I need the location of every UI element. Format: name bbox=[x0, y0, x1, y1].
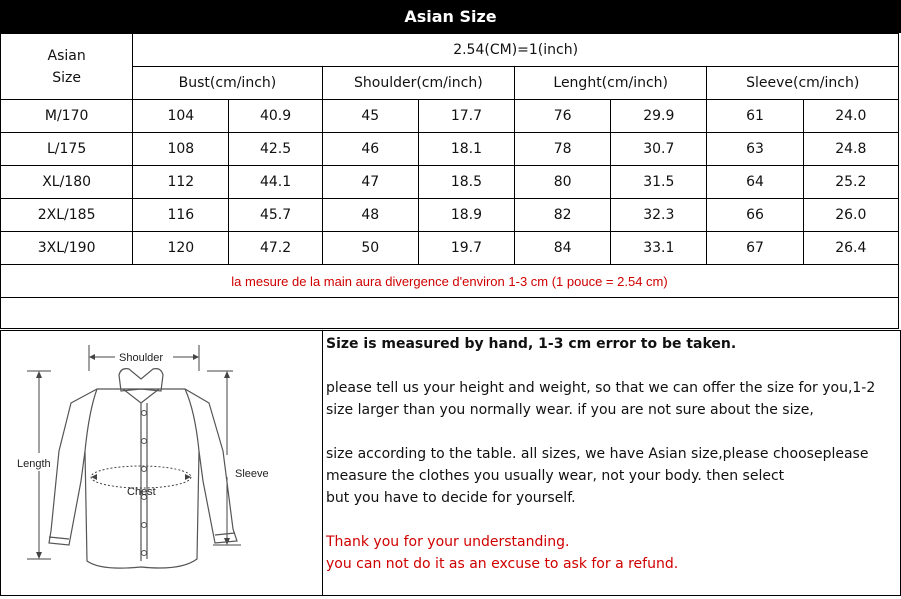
shoulder-measure bbox=[89, 345, 199, 371]
table-cell: 120 bbox=[133, 232, 229, 265]
table-cell: 84 bbox=[515, 232, 611, 265]
shoulder-label: Shoulder bbox=[119, 352, 164, 364]
table-cell: 46 bbox=[322, 133, 418, 166]
thanks-text: Thank you for your understanding. bbox=[326, 534, 570, 550]
table-row bbox=[1, 232, 899, 265]
column-header-sleeve: Sleeve(cm/inch) bbox=[707, 67, 899, 100]
spacer bbox=[326, 355, 900, 377]
table-cell: 44.1 bbox=[229, 166, 322, 199]
table-row bbox=[1, 199, 899, 232]
table-cell: 33.1 bbox=[611, 232, 707, 265]
table-header-row-1 bbox=[1, 34, 899, 67]
spacer bbox=[326, 509, 900, 531]
table-header-row-2 bbox=[1, 67, 899, 100]
asian-size-line-2: Size bbox=[52, 69, 81, 86]
length-measure bbox=[17, 371, 51, 559]
table-cell: 76 bbox=[515, 100, 611, 133]
size-label-cell: L/175 bbox=[1, 133, 133, 166]
table-cell: 31.5 bbox=[611, 166, 707, 199]
table-row bbox=[1, 100, 899, 133]
table-cell: 42.5 bbox=[229, 133, 322, 166]
page-title: Asian Size bbox=[0, 0, 901, 33]
info-line-5: but you have to decide for yourself. bbox=[326, 490, 576, 506]
table-cell: 78 bbox=[515, 133, 611, 166]
table-cell: 18.9 bbox=[418, 199, 514, 232]
column-header-length: Lenght(cm/inch) bbox=[515, 67, 707, 100]
table-cell: 112 bbox=[133, 166, 229, 199]
table-cell: 32.3 bbox=[611, 199, 707, 232]
table-row bbox=[1, 166, 899, 199]
spacer bbox=[326, 421, 900, 443]
size-label-cell: M/170 bbox=[1, 100, 133, 133]
table-cell: 45.7 bbox=[229, 199, 322, 232]
table-cell: 63 bbox=[707, 133, 803, 166]
table-cell: 25.2 bbox=[803, 166, 898, 199]
table-cell: 66 bbox=[707, 199, 803, 232]
table-cell: 80 bbox=[515, 166, 611, 199]
column-header-shoulder: Shoulder(cm/inch) bbox=[322, 67, 514, 100]
shirt-buttons bbox=[142, 411, 147, 556]
sleeve-measure bbox=[207, 371, 269, 545]
table-cell: 24.8 bbox=[803, 133, 898, 166]
info-section bbox=[0, 330, 901, 596]
table-cell: 18.5 bbox=[418, 166, 514, 199]
conversion-header: 2.54(CM)=1(inch) bbox=[133, 34, 899, 67]
table-cell: 26.4 bbox=[803, 232, 898, 265]
info-line-4: measure the clothes you usually wear, not your body. then select bbox=[326, 468, 785, 484]
table-cell: 26.0 bbox=[803, 199, 898, 232]
table-cell: 48 bbox=[322, 199, 418, 232]
size-label-cell: 2XL/185 bbox=[1, 199, 133, 232]
asian-size-header bbox=[1, 34, 133, 100]
table-cell: 116 bbox=[133, 199, 229, 232]
table-cell: 108 bbox=[133, 133, 229, 166]
table-row bbox=[1, 133, 899, 166]
length-label: Length bbox=[17, 458, 51, 470]
table-cell: 50 bbox=[322, 232, 418, 265]
table-cell: 29.9 bbox=[611, 100, 707, 133]
table-cell: 18.1 bbox=[418, 133, 514, 166]
info-text bbox=[323, 331, 900, 595]
info-line-3: size according to the table. all sizes, we have Asian size,please chooseplease bbox=[326, 446, 869, 462]
size-label-cell: XL/180 bbox=[1, 166, 133, 199]
size-label-cell: 3XL/190 bbox=[1, 232, 133, 265]
size-table bbox=[0, 33, 899, 329]
table-cell: 64 bbox=[707, 166, 803, 199]
column-header-bust: Bust(cm/inch) bbox=[133, 67, 322, 100]
table-cell: 67 bbox=[707, 232, 803, 265]
table-cell: 61 bbox=[707, 100, 803, 133]
table-cell: 104 bbox=[133, 100, 229, 133]
info-heading: Size is measured by hand, 1-3 cm error to be taken. bbox=[326, 336, 737, 352]
info-line-1: please tell us your height and weight, so that we can offer the size for you,1-2 bbox=[326, 380, 876, 396]
table-cell: 45 bbox=[322, 100, 418, 133]
table-cell: 17.7 bbox=[418, 100, 514, 133]
size-rows bbox=[1, 100, 899, 265]
asian-size-line-1: Asian bbox=[47, 47, 86, 64]
spacer-row bbox=[1, 298, 899, 329]
info-line-2: size larger than you normally wear. if you are not sure about the size, bbox=[326, 402, 814, 418]
shirt-diagram bbox=[1, 331, 323, 595]
shirt-diagram-svg bbox=[1, 331, 322, 595]
table-cell: 30.7 bbox=[611, 133, 707, 166]
chest-label: Chest bbox=[127, 486, 156, 498]
table-cell: 19.7 bbox=[418, 232, 514, 265]
note-row bbox=[1, 265, 899, 298]
empty-cell bbox=[1, 298, 899, 329]
table-cell: 47 bbox=[322, 166, 418, 199]
table-cell: 24.0 bbox=[803, 100, 898, 133]
table-cell: 82 bbox=[515, 199, 611, 232]
table-cell: 47.2 bbox=[229, 232, 322, 265]
measurement-note: la mesure de la main aura divergence d'environ 1-3 cm (1 pouce = 2.54 cm) bbox=[1, 265, 899, 298]
sleeve-label: Sleeve bbox=[235, 468, 269, 480]
refund-text: you can not do it as an excuse to ask for a refund. bbox=[326, 556, 679, 572]
table-cell: 40.9 bbox=[229, 100, 322, 133]
